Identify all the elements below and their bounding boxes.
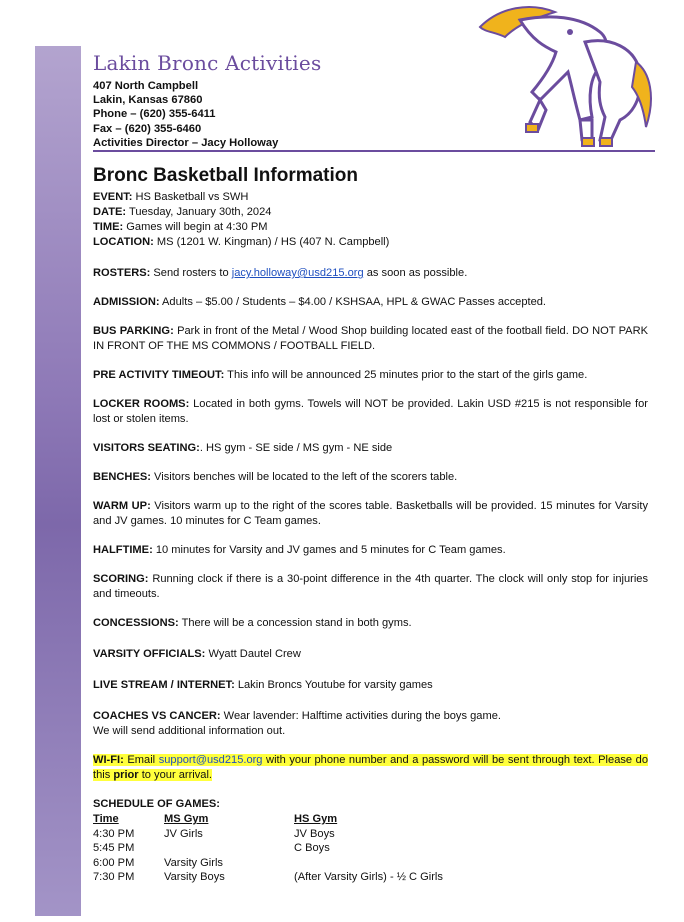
halftime-section: HALFTIME: 10 minutes for Varsity and JV games and 5 minutes for C Team games.: [93, 544, 506, 556]
scoring-section: SCORING: Running clock if there is a 30-point difference in the 4th quarter. The clock will only stop for injuries and timeouts.: [93, 573, 648, 600]
bronco-logo-icon: [460, 2, 660, 150]
director-line: Activities Director – Jacy Holloway: [93, 136, 279, 149]
rosters-section: ROSTERS: Send rosters to jacy.holloway@usd215.org as soon as possible.: [93, 267, 468, 279]
schedule-cell: [164, 841, 294, 856]
warm-up-section: WARM UP: Visitors warm up to the right of the scores table. Basketballs will be provided. 15 minutes for Varsity and JV games. 10 minutes for C Team games.: [93, 500, 649, 527]
schedule-table: [93, 812, 648, 885]
admission-section: ADMISSION: Adults – $5.00 / Students – $4.00 / KSHSAA, HPL & GWAC Passes accepted.: [93, 296, 546, 308]
date-line: DATE: Tuesday, January 30th, 2024: [93, 206, 272, 218]
schedule-cell: 5:45 PM: [93, 842, 135, 855]
schedule-col-ms-gym: MS Gym: [164, 813, 209, 825]
schedule-cell: 6:00 PM: [93, 856, 135, 869]
schedule-cell: Varsity Boys: [164, 871, 225, 884]
locker-rooms-section: LOCKER ROOMS: Located in both gyms. Towels will NOT be provided. Lakin USD #215 is not responsible for lost or stolen items.: [93, 398, 648, 425]
wifi-support-email[interactable]: support@usd215.org: [158, 754, 263, 766]
schedule-cell: (After Varsity Girls) - ½ C Girls: [294, 871, 443, 884]
bus-parking-section: BUS PARKING: Park in front of the Metal / Wood Shop building located east of the football field. DO NOT PARK IN FRONT OF THE MS COMMONS / FOOTBALL FIELD.: [93, 325, 648, 352]
city-line: Lakin, Kansas 67860: [93, 94, 203, 107]
schedule-heading: SCHEDULE OF GAMES:: [93, 798, 220, 810]
benches-section: BENCHES: Visitors benches will be located to the left of the scorers table.: [93, 471, 458, 483]
concessions-section: CONCESSIONS: There will be a concession stand in both gyms.: [93, 617, 412, 629]
location-line: LOCATION: MS (1201 W. Kingman) / HS (407 N. Campbell): [93, 236, 390, 248]
time-line: TIME: Games will begin at 4:30 PM: [93, 221, 268, 233]
header-divider: [93, 150, 655, 152]
page-title: Bronc Basketball Information: [93, 165, 358, 186]
phone-line: Phone – (620) 355-6411: [93, 108, 216, 121]
schedule-cell: [294, 856, 554, 871]
coaches-vs-cancer-section: COACHES VS CANCER: Wear lavender: Halftime activities during the boys game. We will send additional information out.: [93, 710, 501, 737]
fax-line: Fax – (620) 355-6460: [93, 122, 202, 135]
varsity-officials-section: VARSITY OFFICIALS: Wyatt Dautel Crew: [93, 648, 301, 660]
visitors-seating-section: VISITORS SEATING:. HS gym - SE side / MS gym - NE side: [93, 442, 393, 454]
schedule-cell: JV Girls: [164, 827, 203, 840]
schedule-cell: Varsity Girls: [164, 856, 223, 869]
pre-activity-section: PRE ACTIVITY TIMEOUT: This info will be announced 25 minutes prior to the start of the girls game.: [93, 369, 588, 381]
schedule-cell: 7:30 PM: [93, 871, 135, 884]
schedule-cell: 4:30 PM: [93, 827, 135, 840]
org-contact-block: [93, 79, 278, 150]
document-body: [93, 164, 648, 885]
rosters-email-link[interactable]: jacy.holloway@usd215.org: [231, 267, 364, 279]
schedule-col-time: Time: [93, 813, 119, 825]
schedule-cell: JV Boys: [294, 827, 335, 840]
live-stream-section: LIVE STREAM / INTERNET: Lakin Broncs Youtube for varsity games: [93, 679, 433, 691]
schedule-col-hs-gym: HS Gym: [294, 813, 338, 825]
schedule-cell: C Boys: [294, 842, 330, 855]
wifi-section: WI-FI: Email support@usd215.org with your phone number and a password will be sent through text. Please do this prior to your arrival.: [93, 754, 648, 781]
decorative-sidebar: [35, 46, 81, 916]
event-line: EVENT: HS Basketball vs SWH: [93, 191, 249, 203]
address-line: 407 North Campbell: [93, 80, 199, 92]
org-title: Lakin Bronc Activities: [93, 51, 322, 75]
